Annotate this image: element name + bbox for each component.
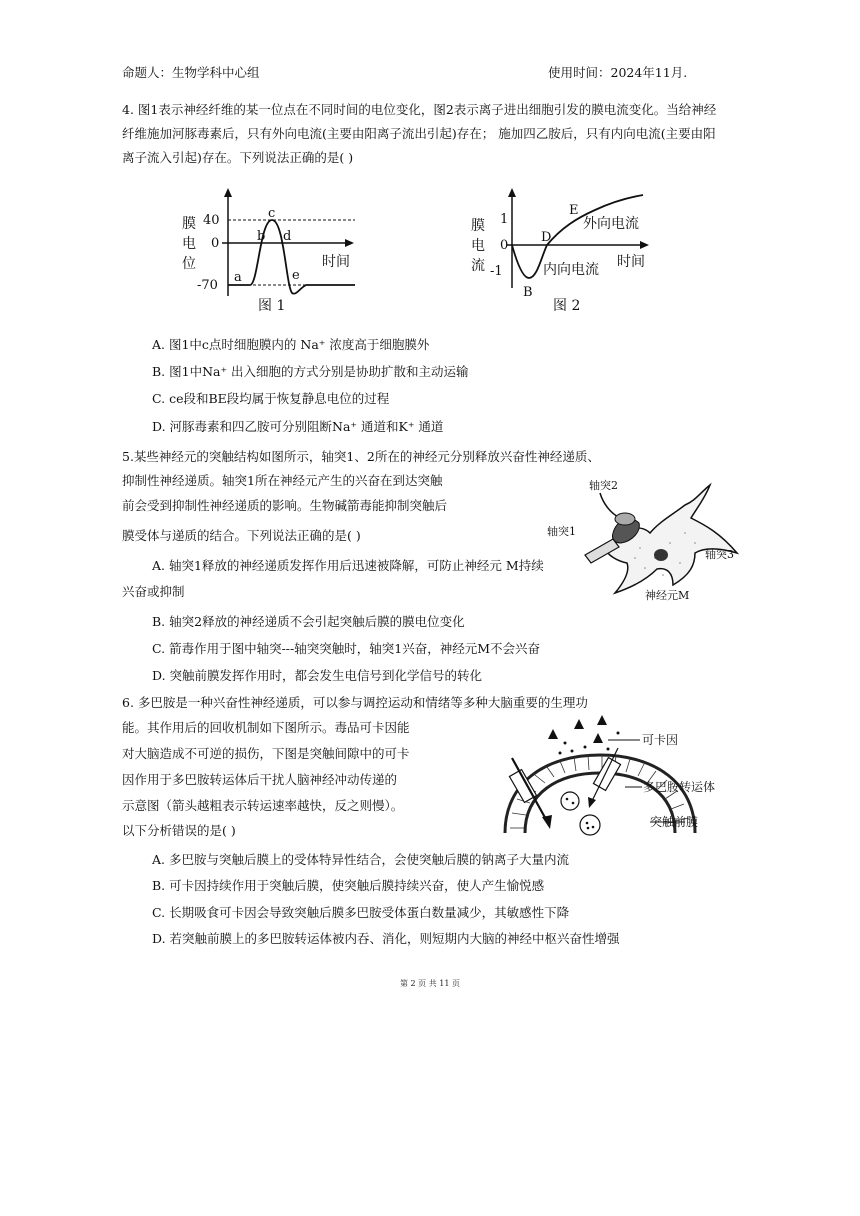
fig2-caption: 图 2	[553, 298, 581, 314]
fig2-point-B: B	[523, 285, 533, 300]
fig2-x-arrow	[640, 241, 649, 249]
fig2-outward-label: 外向电流	[583, 216, 639, 232]
dopamine-dots	[559, 732, 620, 755]
label-axon-1: 轴突1	[547, 525, 576, 538]
fig1-point-b: b	[257, 229, 266, 244]
fig2-tick-0: 0	[500, 238, 509, 253]
q5-option-d: D. 突触前膜发挥作用时，都会发生电信号到化学信号的转化	[152, 668, 483, 683]
q6-stem-line4: 因作用于多巴胺转运体后干扰人脑神经冲动传递的	[122, 772, 398, 787]
fig1-point-a: a	[234, 270, 242, 285]
q6-option-b: B. 可卡因持续作用于突触后膜，使突触后膜持续兴奋，使人产生愉悦感	[152, 878, 545, 893]
cocaine-triangle-2	[574, 719, 584, 729]
fig1-point-d: d	[283, 229, 292, 244]
fig1-x-arrow	[345, 239, 354, 247]
q4-option-b: B. 图1中Na⁺ 出入细胞的方式分别是协助扩散和主动运输	[152, 364, 469, 379]
fig1-tick-0: 0	[211, 236, 220, 251]
q5-option-a-line1: A. 轴突1释放的神经递质发挥作用后迅速被降解，可防止神经元 M持续	[152, 558, 544, 573]
header-date: 使用时间：2024年11月.	[548, 65, 688, 80]
figure-cocaine-dopamine	[490, 713, 720, 838]
fig2-y-arrow	[508, 188, 516, 197]
q6-option-d: D. 若突触前膜上的多巴胺转运体被内吞、消化，则短期内大脑的神经中枢兴奋性增强	[152, 931, 620, 946]
figure-2-membrane-current	[465, 178, 665, 323]
q4-option-a: A. 图1中c点时细胞膜内的 Na⁺ 浓度高于细胞膜外	[152, 337, 430, 352]
arrow-right-head	[588, 797, 596, 808]
q4-option-d: D. 河豚毒素和四乙胺可分别阻断Na⁺ 通道和K⁺ 通道	[152, 419, 444, 434]
q5-stem-line1: 5.某些神经元的突触结构如图所示，轴突1、2所在的神经元分别释放兴奋性神经递质、	[122, 449, 600, 464]
vesicle-1	[561, 792, 579, 810]
fig2-point-D: D	[541, 230, 552, 245]
fig2-ylabel-2: 电	[471, 238, 485, 254]
vesicle-2	[580, 815, 600, 835]
fig1-caption: 图 1	[258, 298, 286, 314]
fig1-xlabel: 时间	[322, 254, 350, 270]
cocaine-triangle-3	[593, 733, 603, 743]
q5-option-b: B. 轴突2释放的神经递质不会引起突触后膜的膜电位变化	[152, 614, 465, 629]
cocaine-triangle-1	[548, 729, 558, 739]
q5-stem-line4: 膜受体与递质的结合。下列说法正确的是( )	[122, 528, 361, 543]
q4-stem-line3: 离子流入引起)存在。下列说法正确的是( )	[122, 150, 354, 165]
fig1-y-arrow	[224, 188, 232, 197]
axon-2-terminal	[615, 513, 635, 525]
label-axon-2: 轴突2	[589, 479, 618, 492]
fig2-ylabel-1: 膜	[471, 218, 485, 234]
label-presynaptic-membrane: 突触前膜	[650, 815, 699, 829]
figure-1-action-potential	[170, 178, 370, 323]
q6-stem-line2: 能。其作用后的回收机制如下图所示。毒品可卡因能	[122, 720, 410, 735]
arrow-left-head	[542, 815, 552, 829]
fig2-tick-1: 1	[500, 212, 509, 227]
q6-stem-line5: 示意图（箭头越粗表示转运速率越快，反之则慢）。	[122, 798, 404, 813]
q4-stem-line1: 4. 图1表示神经纤维的某一位点在不同时间的电位变化，图2表示离子进出细胞引发的膜电流变化。当给神经	[122, 102, 717, 117]
neuron-nucleus	[654, 549, 668, 561]
q5-option-a-line2: 兴奋或抑制	[122, 584, 185, 599]
fig1-point-c: c	[268, 206, 276, 221]
label-dopamine-transporter: 多巴胺转运体	[643, 780, 716, 794]
figure-neuron-synapse	[545, 463, 745, 603]
q4-stem-line2: 纤维施加河豚毒素后，只有外向电流(主要由阳离子流出引起)存在； 施加四乙胺后，只有内向电流(主要由阳	[122, 126, 716, 141]
q5-stem-line2: 抑制性神经递质。轴突1所在神经元产生的兴奋在到达突触	[122, 473, 443, 488]
q6-stem-line3: 对大脑造成不可逆的损伤，下图是突触间隙中的可卡	[122, 746, 410, 761]
q6-stem-line1: 6. 多巴胺是一种兴奋性神经递质，可以参与调控运动和情绪等多种大脑重要的生理功	[122, 695, 588, 710]
fig2-tick-neg1: -1	[490, 264, 503, 279]
q5-option-c: C. 箭毒作用于图中轴突---轴突突触时，轴突1兴奋，神经元M不会兴奋	[152, 641, 540, 656]
q6-option-a: A. 多巴胺与突触后膜上的受体特异性结合，会使突触后膜的钠离子大量内流	[152, 852, 569, 867]
fig2-point-E: E	[569, 203, 579, 218]
page-footer: 第 2 页 共 11 页	[400, 979, 460, 988]
q6-stem-line6: 以下分析错误的是( )	[122, 823, 236, 838]
fig2-xlabel: 时间	[617, 254, 645, 270]
fig2-ylabel-3: 流	[471, 258, 485, 274]
fig1-tick-40: 40	[203, 213, 220, 228]
q6-option-c: C. 长期吸食可卡因会导致突触后膜多巴胺受体蛋白数量减少，其敏感性下降	[152, 905, 570, 920]
fig1-point-e: e	[292, 268, 300, 283]
fig1-ylabel-2: 电	[182, 236, 196, 252]
fig2-inward-label: 内向电流	[543, 262, 599, 278]
label-axon-3: 轴突3	[705, 548, 734, 561]
label-cocaine: 可卡因	[642, 733, 679, 747]
header-author: 命题人：生物学科中心组	[122, 65, 260, 80]
fig1-ylabel-1: 膜	[182, 216, 196, 232]
q5-stem-line3: 前会受到抑制性神经递质的影响。生物碱箭毒能抑制突触后	[122, 498, 448, 513]
cocaine-triangle-4	[597, 715, 607, 725]
fig1-tick-neg70: -70	[197, 278, 218, 293]
fig1-ylabel-3: 位	[182, 256, 196, 272]
label-neuron-m: 神经元M	[645, 589, 690, 602]
q4-option-c: C. ce段和BE段均属于恢复静息电位的过程	[152, 391, 390, 406]
